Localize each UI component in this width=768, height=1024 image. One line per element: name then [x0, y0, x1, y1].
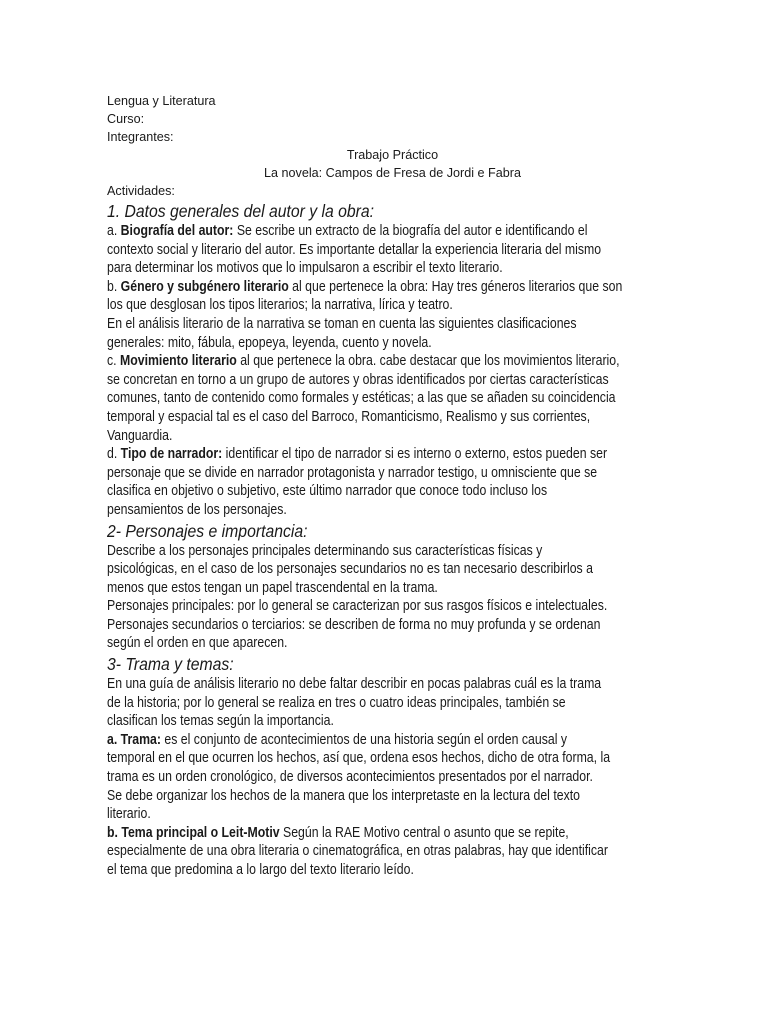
subject-label: Lengua y Literatura	[107, 94, 216, 108]
section-3-heading: 3- Trama y temas:	[107, 654, 234, 675]
section-2-body: Describe a los personajes principales determinando sus características físicas y psicológicas, en el caso de los personajes secundarios no es tan necesario describirlos a menos que estos tengan un papel trascendental en la trama. Personajes principales: por lo general se caracterizan por sus rasgos físicos e intelectuales. Personajes secundarios o terciarios: se describen de forma no muy profunda y se ordenan según el orden en que aparecen.	[107, 542, 608, 652]
section-1-d: d. Tipo de narrador: identificar el tipo de narrador si es interno o externo, estos pueden ser personaje que se divide en narrador protagonista y narrador testigo, u omnisciente que se clasifica en objetivo o subjetivo, este último narrador que conoce todo incluso los pensamientos de los personajes.	[107, 446, 608, 518]
section-1-c: c. Movimiento literario al que pertenece la obra. cabe destacar que los movimientos literario, se concretan en torno a un grupo de autores y obras identificados por ciertas características comunes, tanto de contenido como formales y estéticas; a las que se añaden su coincidencia temporal y espacial tal es el caso del Barroco, Romanticismo, Realismo y sus corrientes, Vanguardia.	[107, 353, 620, 444]
biography-label: Biografía del autor:	[120, 223, 234, 239]
genre-label: Género y subgénero literario	[120, 278, 289, 295]
members-label: Integrantes:	[107, 130, 174, 144]
plot-label: a. Trama:	[107, 731, 161, 748]
section-1-b: b. Género y subgénero literario al que pertenece la obra: Hay tres géneros literarios que son los que desglosan los tipos literarios; la narrativa, lírica y teatro. En el análisis literario de la narrativa se toman en cuenta las siguientes clasificaciones generales: mito, fábula, epopeya, leyenda, cuento y novela.	[107, 278, 623, 351]
document-title: Trabajo Práctico	[346, 148, 439, 162]
document-subtitle: La novela: Campos de Fresa de Jordi e Fabra	[264, 166, 521, 180]
section-2-heading: 2- Personajes e importancia:	[107, 520, 308, 541]
narrator-label: Tipo de narrador:	[120, 446, 223, 463]
section-3-intro: En una guía de análisis literario no debe faltar describir en pocas palabras cuál es la trama de la historia; por lo general se realiza en tres o cuatro ideas principales, también se clasifican los temas según la importancia.	[107, 676, 602, 730]
movement-label: Movimiento literario	[119, 353, 237, 370]
section-1-heading: 1. Datos generales del autor y la obra:	[107, 201, 375, 221]
section-1-a: a. Biografía del autor: Se escribe un extracto de la biografía del autor e identificando el contexto social y literario del autor. Es importante detallar la experiencia literaria del mismo para determinar los motivos que lo impulsaron a escribir el texto literario.	[107, 223, 602, 277]
activities-label: Actividades:	[107, 184, 175, 198]
course-label: Curso:	[107, 112, 145, 126]
section-3-b: b. Tema principal o Leit-Motiv Según la RAE Motivo central o asunto que se repite, especialmente de una obra literaria o cinematográfica, en otras palabras, hay que identificar el tema que predomina a lo largo del texto literario leído.	[107, 824, 608, 878]
section-3-a: a. Trama: es el conjunto de acontecimientos de una historia según el orden causal y temporal en el que ocurren los hechos, así que, ordena esos hechos, dicho de otra forma, la trama es un orden cronológico, de diversos acontecimientos presentados por el narrador. Se debe organizar los hechos de la manera que los interpretaste en la lectura del texto literario.	[107, 731, 611, 823]
theme-label: b. Tema principal o Leit-Motiv	[107, 824, 280, 841]
